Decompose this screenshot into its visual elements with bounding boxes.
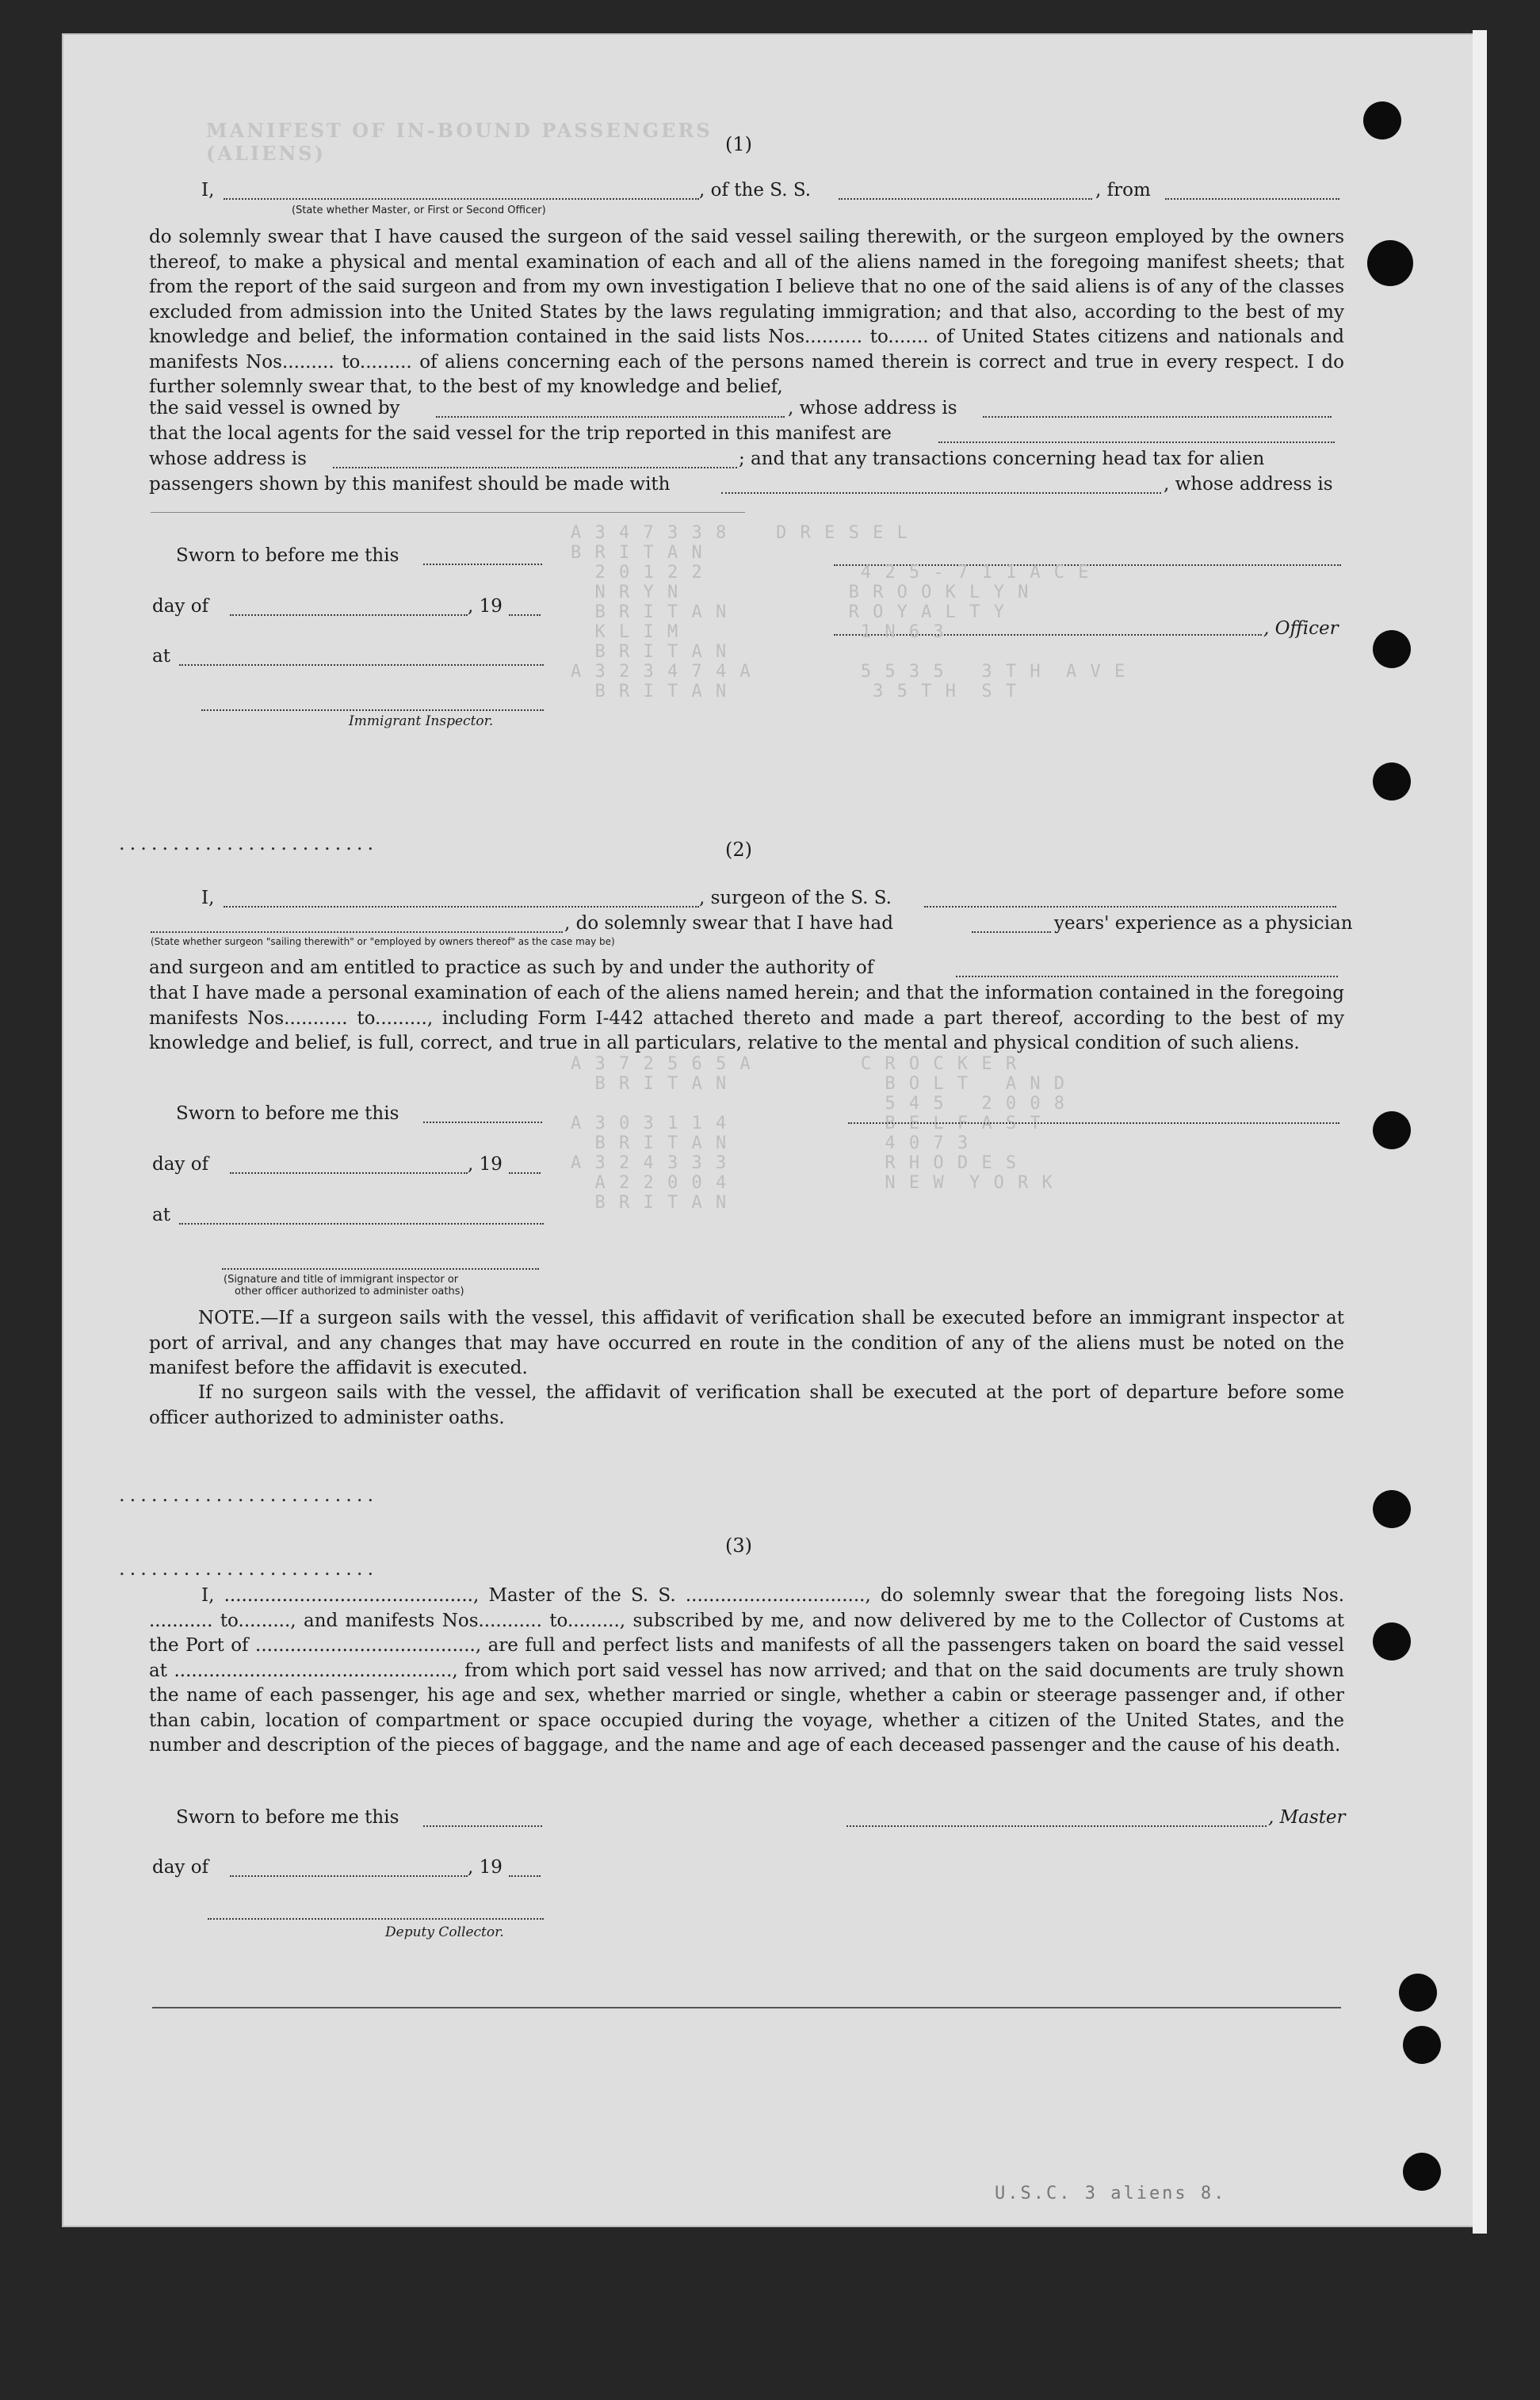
sec2-note-2: If no surgeon sails with the vessel, the affidavit of verification shall be executed at the port of departure before some officer authorized to administer oaths. (149, 1382, 1344, 1428)
binder-hole (1399, 1974, 1437, 2012)
section-3-title: (3) (725, 1534, 752, 1557)
sec2-sig-note-2: other officer authorized to administer oaths) (235, 1286, 464, 1297)
sec1-head-tax: ; and that any transactions concerning head tax for alien (739, 449, 1265, 469)
sec2-paragraph: that I have made a personal examination of each of the aliens named herein; and that the information contained in the foregoing manifests Nos........... to........., including Form I-442 attached thereto and made a part thereof, according to the best of my knowledge and belief, is full, correct, and true in all particulars, relative to the mental and physical condition of such aliens. (149, 983, 1344, 1053)
section-1-title: (1) (725, 133, 752, 155)
sec2-blank (224, 906, 699, 908)
sec2-blank (151, 931, 563, 933)
page-edge (1473, 30, 1487, 2234)
bleed-through-text: A 3 4 7 3 3 8 D R E S E L B R I T A N 2 0 1 2 2 4 2 5 - 7 1 1 A C E N R Y N B R O O K L Y N B R I T A N R O Y A L T Y K L I M 1 N 6 3 B R I T A N A 3 2 3 4 7 4 A 5 5 3 5 3 T H A V E B R I T A N 3 5 T H S T (571, 523, 1127, 701)
sec2-line1-mid: , surgeon of the S. S. (699, 888, 892, 908)
sec1-whose-address-2: whose address is (149, 449, 307, 469)
sec2-line2-mid: , do solemnly swear that I have had (564, 913, 893, 934)
margin-dots: ........................ (119, 832, 379, 854)
sec3-day-of: day of (152, 1857, 209, 1878)
sec2-blank (972, 931, 1051, 933)
sec1-line1-mid: , of the S. S. (699, 180, 812, 201)
sec1-owned-by: the said vessel is owned by (149, 398, 400, 418)
sec1-inspector-line (201, 709, 544, 711)
sec3-deputy: Deputy Collector. (385, 1924, 504, 1940)
header-ghost-text: MANIFEST OF IN-BOUND PASSENGERS (ALIENS) (206, 119, 713, 165)
sec1-inspector: Immigrant Inspector. (349, 713, 494, 729)
sec1-sworn: Sworn to before me this (176, 545, 399, 566)
sec1-divider (151, 512, 745, 513)
binder-hole (1373, 1111, 1411, 1149)
sec2-line2-end: years' experience as a physician (1054, 913, 1353, 934)
sec2-blank (179, 1223, 544, 1225)
binder-hole (1403, 2026, 1441, 2064)
margin-dots: ........................ (119, 1484, 379, 1506)
sec3-blank (509, 1875, 541, 1877)
sec1-blank (938, 441, 1335, 443)
sec2-signature-line (848, 1122, 1339, 1124)
sec1-blank (179, 664, 544, 666)
sec2-note-1: NOTE.—If a surgeon sails with the vessel, this affidavit of verification shall be executed before an immigrant inspector at port of arrival, and any changes that may have occurred en route in the condition of any of the aliens must be noted on the manifest before the affidavit is executed. (149, 1308, 1344, 1378)
sec3-sworn: Sworn to before me this (176, 1807, 399, 1828)
sec3-master-line (846, 1825, 1267, 1827)
bleed-through-text: A 3 7 2 5 6 5 A C R O C K E R B R I T A N B O L T A N D 5 4 5 2 0 0 8 A 3 0 3 1 1 4 B E L F A S T B R I T A N 4 0 7 3 A 3 2 4 3 3 3 R H O D E S A 2 2 0 0 4 N E W Y O R K B R I T A N (571, 1054, 1067, 1213)
sec3-master: , Master (1268, 1807, 1346, 1828)
footer-stamp: U.S.C. 3 aliens 8. (995, 2184, 1227, 2203)
sec2-blank (509, 1172, 541, 1174)
sec1-blank (333, 467, 737, 468)
sec1-blank (423, 564, 542, 565)
binder-hole (1373, 1490, 1411, 1528)
sec1-blank (436, 416, 785, 418)
sec3-blank (230, 1875, 468, 1877)
binder-hole (1373, 1622, 1411, 1661)
sec1-year: , 19 (468, 596, 503, 617)
sec2-year: , 19 (468, 1154, 503, 1175)
binder-hole (1363, 101, 1401, 139)
sec1-paragraph: do solemnly swear that I have caused the surgeon of the said vessel sailing therewith, or the surgeon employed by the owners thereof, to make a physical and mental examination of each and all of the aliens named in the foregoing manifest sheets; that from the report of the said surgeon and from my own investigation I believe that no one of the said aliens is of any of the classes excluded from admission into the United States by the laws regulating immigration; and that also, according to the best of my knowledge and belief, the information contained in the said lists Nos.......... to....... of United States citizens and nationals and manifests Nos......... to......... of aliens concerning each of the persons named therein is correct and true in every respect. I do further solemnly swear that, to the best of my knowledge and belief, (149, 227, 1344, 397)
margin-dots: ........................ (119, 1557, 379, 1580)
sec2-line1-prefix: I, (201, 888, 215, 908)
sec1-passengers-line: passengers shown by this manifest should be made with (149, 474, 671, 495)
bottom-rule (152, 2007, 1341, 2008)
section-2-title: (2) (725, 839, 752, 861)
sec3-paragraph: I, ..........................................., Master of the S. S. ..............................., do solemnly swear that the foregoing lists Nos. ........... to........., and manifests Nos........... to........., subscribed by me, and now delivered by me to the Collector of Customs at the Port of ......................................, are full and perfect lists and manifests of all the passengers taken on board the said vessel at ................................................, from which port said vessel has now arrived; and that on the said documents are truly shown the name of each passenger, his age and sex, whether married or single, whether a cabin or steerage passenger and, if other than cabin, location of compartment or space occupied during the voyage, whether a citizen of the United States, and the number and description of the pieces of baggage, and the name and age of each deceased passenger and the cause of his death. (149, 1585, 1344, 1756)
sec2-day-of: day of (152, 1154, 209, 1175)
sec1-line1-prefix: I, (201, 180, 215, 201)
sec3-deputy-line (208, 1918, 544, 1920)
sec1-whose-address-3: , whose address is (1164, 474, 1333, 495)
sec3-year: , 19 (468, 1857, 503, 1878)
sec2-blank (956, 976, 1338, 977)
sec1-day-of: day of (152, 596, 209, 617)
sec1-local-agents: that the local agents for the said vessel for the trip reported in this manifest are (149, 423, 892, 444)
sec1-blank (509, 614, 541, 616)
sec3-blank (423, 1825, 542, 1827)
sec1-blank (721, 492, 1161, 494)
sec2-blank (230, 1172, 468, 1174)
sec1-blank (983, 416, 1332, 418)
sec1-blank (230, 614, 468, 616)
sec2-line2-note: (State whether surgeon "sailing therewith" or "employed by owners thereof" as the case may be) (151, 936, 615, 947)
sec2-authority: and surgeon and am entitled to practice as such by and under the authority of (149, 957, 874, 978)
sec2-sig-note-1: (Signature and title of immigrant inspector or (224, 1274, 459, 1286)
binder-hole (1373, 762, 1411, 801)
sec2-sworn: Sworn to before me this (176, 1103, 399, 1124)
sec1-blank (839, 198, 1092, 200)
sec1-line1-end: , from (1095, 180, 1151, 201)
sec2-blank (423, 1122, 542, 1123)
sec2-at: at (152, 1205, 170, 1225)
sec2-sig-line (222, 1268, 539, 1270)
sec1-officer: , Officer (1263, 618, 1339, 639)
sec2-blank (924, 906, 1336, 908)
sec1-line1-note: (State whether Master, or First or Second Officer) (292, 204, 546, 216)
sec1-at: at (152, 646, 170, 667)
binder-hole (1373, 630, 1411, 668)
sec1-blank (224, 198, 699, 200)
sec1-blank (1165, 198, 1339, 200)
binder-hole (1403, 2153, 1441, 2191)
sec1-whose-address: , whose address is (788, 398, 957, 418)
binder-hole (1367, 240, 1413, 286)
